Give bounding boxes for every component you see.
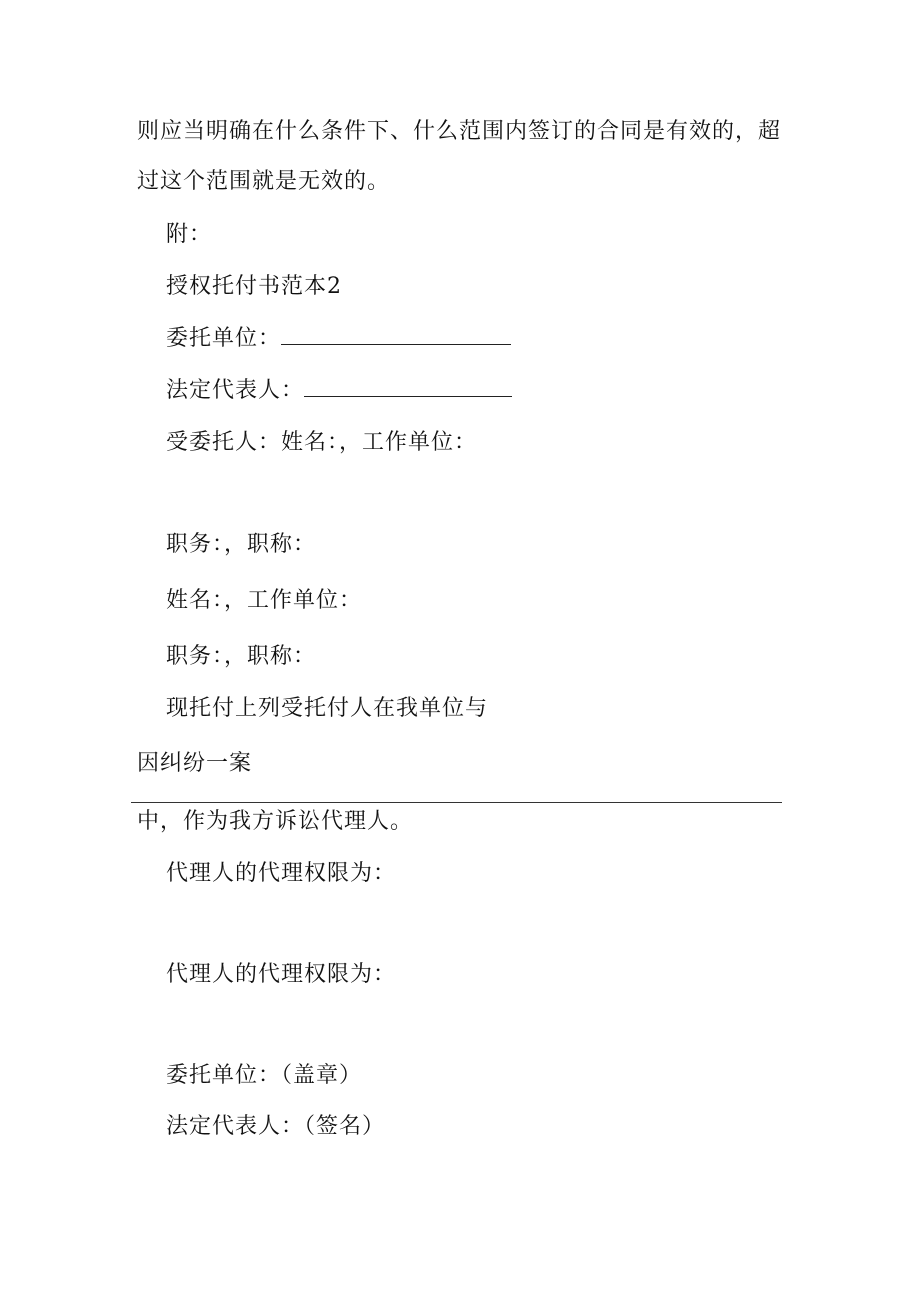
intro-line-1: 则应当明确在什么条件下、什么范围内签订的合同是有效的，超 [137, 119, 782, 144]
template-title: 授权托付书范本2 [166, 274, 342, 299]
authority-line-2: 代理人的代理权限为： [166, 962, 397, 987]
appendix-label: 附： [166, 222, 213, 247]
legal-rep-row [166, 376, 512, 406]
body-line-3: 中，作为我方诉讼代理人。 [137, 809, 414, 834]
body-line-1: 现托付上列受托付人在我单位与 [166, 696, 489, 721]
name-line-2: 姓名：，工作单位： [166, 588, 363, 613]
fill-in-rule [131, 802, 782, 803]
legal-rep-label: 法定代表人： [166, 378, 305, 403]
entrusting-unit-row [166, 324, 511, 354]
authority-line-1: 代理人的代理权限为： [166, 861, 397, 886]
intro-line-2: 过这个范围就是无效的。 [137, 169, 391, 194]
legal-rep-blank [304, 376, 512, 397]
rep-sign-line: 法定代表人：（签名） [166, 1114, 386, 1139]
trustee-line: 受委托人：姓名：，工作单位： [166, 430, 478, 455]
entrusting-unit-blank [281, 324, 511, 345]
unit-seal-line: 委托单位：（盖章） [166, 1063, 363, 1088]
position-line-1: 职务：，职称： [166, 532, 317, 557]
body-line-2: 因纠纷一案 [137, 751, 253, 776]
position-line-2: 职务：，职称： [166, 644, 317, 669]
entrusting-unit-label: 委托单位： [166, 326, 282, 351]
